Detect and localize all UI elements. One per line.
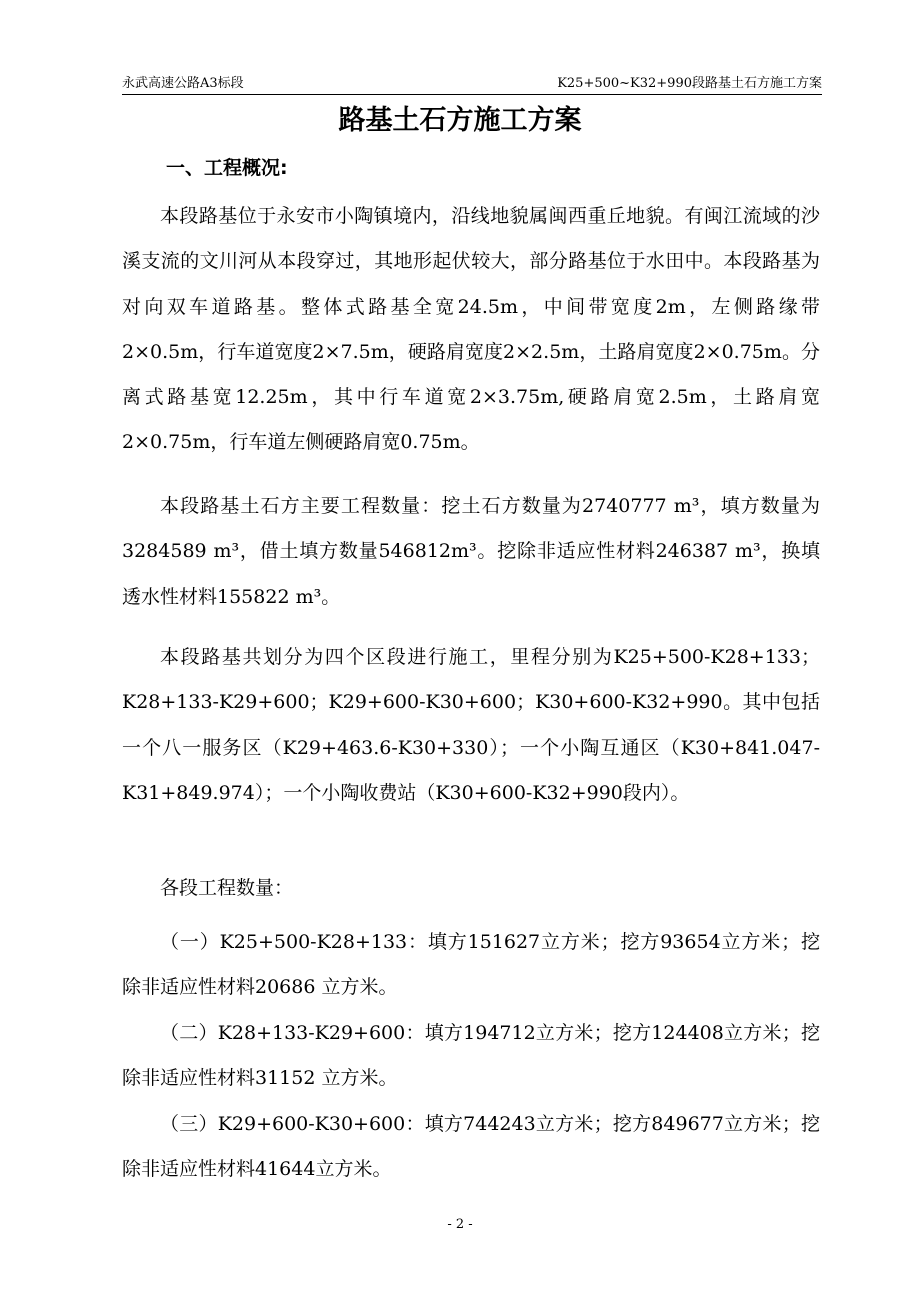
page-header (122, 74, 822, 95)
section-heading: 一、工程概况: (166, 157, 288, 179)
paragraph-construction-sections: 本段路基共划分为四个区段进行施工，里程分别为K25+500-K28+133；K28+133-K29+600；K29+600-K30+600；K30+600-K32+990。其中包括一个八一服务区（K29+463.6-K30+330）；一个小陶互通区（K30+841.047-K31+849.974）；一个小陶收费站（K30+600-K32+990段内）。 (122, 646, 820, 804)
paragraph-section-quantities-intro: 各段工程数量： (160, 877, 294, 899)
header-project-name: 永武高速公路A3标段 (122, 76, 244, 91)
document-title: 路基土石方施工方案 (338, 105, 582, 136)
paragraph-earthwork-quantities: 本段路基土石方主要工程数量：挖土石方数量为2740777 m³，填方数量为3284589 m³，借土填方数量546812m³。挖除非适应性材料246387 m³，换填透水性材料155822 m³。 (122, 495, 820, 608)
paragraph-project-overview: 本段路基位于永安市小陶镇境内，沿线地貌属闽西重丘地貌。有闽江流域的沙溪支流的文川河从本段穿过，其地形起伏较大，部分路基位于水田中。本段路基为对向双车道路基。整体式路基全宽24.5m，中间带宽度2m，左侧路缘带2×0.5m，行车道宽度2×7.5m，硬路肩宽度2×2.5m，土路肩宽度2×0.75m。分离式路基宽12.25m，其中行车道宽2×3.75m,硬路肩宽2.5m，土路肩宽2×0.75m，行车道左侧硬路肩宽0.75m。 (122, 205, 820, 454)
header-document-name: K25+500~K32+990段路基土石方施工方案 (557, 76, 822, 91)
paragraph-section-3: （三）K29+600-K30+600：填方744243立方米；挖方849677立方米；挖除非适应性材料41644立方米。 (122, 1113, 820, 1181)
paragraph-section-1: （一）K25+500-K28+133：填方151627立方米；挖方93654立方米；挖除非适应性材料20686 立方米。 (122, 931, 820, 999)
paragraph-section-2: （二）K28+133-K29+600：填方194712立方米；挖方124408立方米；挖除非适应性材料31152 立方米。 (122, 1022, 820, 1090)
page-number: - 2 - (447, 1217, 473, 1232)
